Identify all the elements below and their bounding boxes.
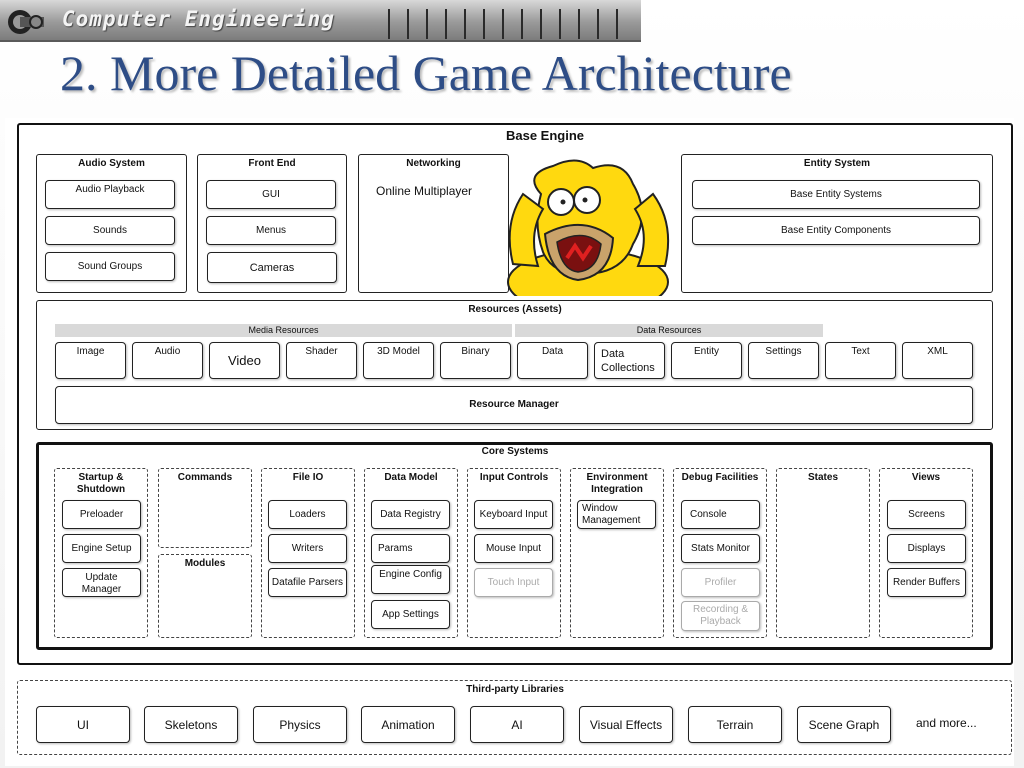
params-box: Params bbox=[371, 534, 450, 563]
engine-config-box: Engine Config bbox=[371, 565, 450, 594]
banner-stripe bbox=[502, 9, 504, 39]
audio-system-label: Audio System bbox=[78, 158, 145, 169]
loaders-box: Loaders bbox=[268, 500, 347, 529]
settings-resource-box: Settings bbox=[748, 342, 819, 379]
stats-monitor-box: Stats Monitor bbox=[681, 534, 760, 563]
environment-integration-label: Environment Integration bbox=[586, 472, 648, 495]
terrain-library-box: Terrain bbox=[688, 706, 782, 743]
banner-stripe bbox=[616, 9, 618, 39]
banner-title: Computer Engineering bbox=[62, 7, 335, 31]
entity-system-label: Entity System bbox=[803, 158, 871, 169]
video-resource-box: Video bbox=[209, 342, 280, 379]
views-label: Views bbox=[911, 472, 941, 483]
xml-resource-box: XML bbox=[902, 342, 973, 379]
data-collections-resource-box: Data Collections bbox=[594, 342, 665, 379]
image-resource-box: Image bbox=[55, 342, 126, 379]
binary-resource-box: Binary bbox=[440, 342, 511, 379]
text-resource-box: Text bbox=[825, 342, 896, 379]
states-group bbox=[776, 468, 870, 638]
debug-facilities-label: Debug Facilities bbox=[681, 472, 759, 483]
profiler-box: Profiler bbox=[681, 568, 760, 597]
media-resources-band: Media Resources bbox=[55, 324, 512, 337]
input-controls-label: Input Controls bbox=[479, 472, 549, 483]
online-multiplayer-label: Online Multiplayer bbox=[376, 184, 473, 198]
banner-stripe bbox=[597, 9, 599, 39]
resource-manager-box: Resource Manager bbox=[55, 386, 973, 424]
cameras-box: Cameras bbox=[207, 252, 337, 283]
ai-library-box: AI bbox=[470, 706, 564, 743]
header-banner bbox=[0, 0, 641, 42]
preloader-box: Preloader bbox=[62, 500, 141, 529]
banner-stripe bbox=[559, 9, 561, 39]
banner-stripe bbox=[464, 9, 466, 39]
3d-model-resource-box: 3D Model bbox=[363, 342, 434, 379]
file-io-label: File IO bbox=[292, 472, 324, 483]
writers-box: Writers bbox=[268, 534, 347, 563]
resources-label: Resources (Assets) bbox=[468, 304, 562, 315]
app-settings-box: App Settings bbox=[371, 600, 450, 629]
entity-resource-box: Entity bbox=[671, 342, 742, 379]
banner-stripe bbox=[407, 9, 409, 39]
scene-graph-library-box: Scene Graph bbox=[797, 706, 891, 743]
data-registry-box: Data Registry bbox=[371, 500, 450, 529]
window-management-box: Window Management bbox=[577, 500, 656, 529]
base-engine-label: Base Engine bbox=[505, 128, 585, 143]
banner-stripe bbox=[426, 9, 428, 39]
audio-playback-box: Audio Playback bbox=[45, 180, 175, 209]
data-resources-band: Data Resources bbox=[515, 324, 823, 337]
banner-stripe bbox=[445, 9, 447, 39]
banner-stripe bbox=[578, 9, 580, 39]
base-entity-components-box: Base Entity Components bbox=[692, 216, 980, 245]
architecture-diagram bbox=[5, 118, 1014, 766]
logo-icon bbox=[6, 8, 46, 36]
core-systems-label: Core Systems bbox=[481, 446, 549, 457]
networking-label: Networking bbox=[406, 158, 461, 169]
update-manager-box: Update Manager bbox=[62, 568, 141, 597]
displays-box: Displays bbox=[887, 534, 966, 563]
screens-box: Screens bbox=[887, 500, 966, 529]
keyboard-input-box: Keyboard Input bbox=[474, 500, 553, 529]
modules-label: Modules bbox=[184, 558, 226, 569]
sounds-box: Sounds bbox=[45, 216, 175, 245]
commands-label: Commands bbox=[177, 472, 233, 483]
banner-stripe bbox=[483, 9, 485, 39]
animation-library-box: Animation bbox=[361, 706, 455, 743]
data-model-label: Data Model bbox=[384, 472, 438, 483]
recording-playback-box: Recording & Playback bbox=[681, 601, 760, 631]
audio-resource-box: Audio bbox=[132, 342, 203, 379]
and-more-label: and more... bbox=[916, 716, 977, 730]
cartoon-character-icon bbox=[483, 154, 693, 296]
ui-library-box: UI bbox=[36, 706, 130, 743]
banner-stripe bbox=[521, 9, 523, 39]
physics-library-box: Physics bbox=[253, 706, 347, 743]
base-entity-systems-box: Base Entity Systems bbox=[692, 180, 980, 209]
shader-resource-box: Shader bbox=[286, 342, 357, 379]
visual-effects-library-box: Visual Effects bbox=[579, 706, 673, 743]
third-party-label: Third-party Libraries bbox=[466, 684, 564, 695]
skeletons-library-box: Skeletons bbox=[144, 706, 238, 743]
front-end-label: Front End bbox=[248, 158, 296, 169]
engine-setup-box: Engine Setup bbox=[62, 534, 141, 563]
menus-box: Menus bbox=[206, 216, 336, 245]
console-box: Console bbox=[681, 500, 760, 529]
touch-input-box: Touch Input bbox=[474, 568, 553, 597]
page-title: 2. More Detailed Game Architecture bbox=[60, 45, 792, 101]
startup-shutdown-label: Startup & Shutdown bbox=[76, 472, 126, 495]
sound-groups-box: Sound Groups bbox=[45, 252, 175, 281]
gui-box: GUI bbox=[206, 180, 336, 209]
data-resource-box: Data bbox=[517, 342, 588, 379]
datafile-parsers-box: Datafile Parsers bbox=[268, 568, 347, 597]
render-buffers-box: Render Buffers bbox=[887, 568, 966, 597]
mouse-input-box: Mouse Input bbox=[474, 534, 553, 563]
states-label: States bbox=[807, 472, 838, 483]
banner-stripe bbox=[540, 9, 542, 39]
banner-stripe bbox=[388, 9, 390, 39]
